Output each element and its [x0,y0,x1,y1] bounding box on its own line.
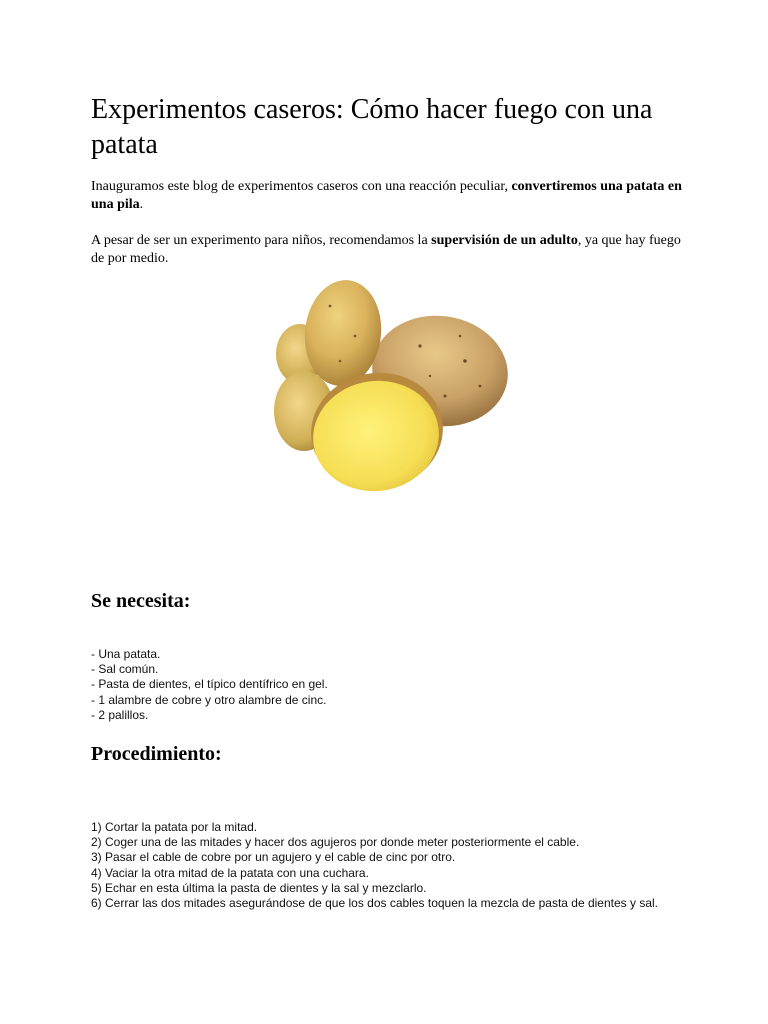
warning-bold-text: supervisión de un adulto [431,233,578,248]
step-item: 1) Cortar la patata por la mitad. [91,820,258,834]
step-item: 2) Coger una de las mitades y hacer dos agujeros por donde meter posteriormente el cable. [91,835,580,850]
potato-image [270,276,515,501]
materials-heading: Se necesita: [91,590,191,612]
intro-text: Inauguramos este blog de experimentos caseros con una reacción peculiar, [91,179,512,194]
intro-paragraph [91,178,691,214]
materials-list [91,647,671,723]
step-item: 6) Cerrar las dos mitades asegurándose de que los dos cables toquen la mezcla de pasta de dientes y sal. [91,896,658,911]
step-item: 4) Vaciar la otra mitad de la patata con una cuchara. [91,865,369,880]
article-title: Experimentos caseros: Cómo hacer fuego con una patata [91,94,653,160]
warning-end: , ya que hay fuego de por medio. [91,233,681,266]
warning-text: A pesar de ser un experimento para niños, recomendamos la [91,233,432,248]
potatoes-illustration [270,276,515,501]
warning-paragraph [91,232,691,268]
list-item: - Sal común. [91,662,159,677]
list-item: - Pasta de dientes, el típico dentífrico en gel. [91,677,328,692]
list-item: - Una patata. [91,647,161,661]
procedure-heading: Procedimiento: [91,743,222,765]
procedure-steps [91,820,671,911]
intro-bold-text: convertiremos una patata en una pila [91,179,682,212]
step-item: 3) Pasar el cable de cobre por un agujero y el cable de cinc por otro. [91,850,456,865]
step-item: 5) Echar en esta última la pasta de dientes y la sal y mezclarlo. [91,880,427,895]
list-item: - 1 alambre de cobre y otro alambre de cinc. [91,692,327,707]
intro-end: . [139,197,144,212]
list-item: - 2 palillos. [91,707,149,722]
